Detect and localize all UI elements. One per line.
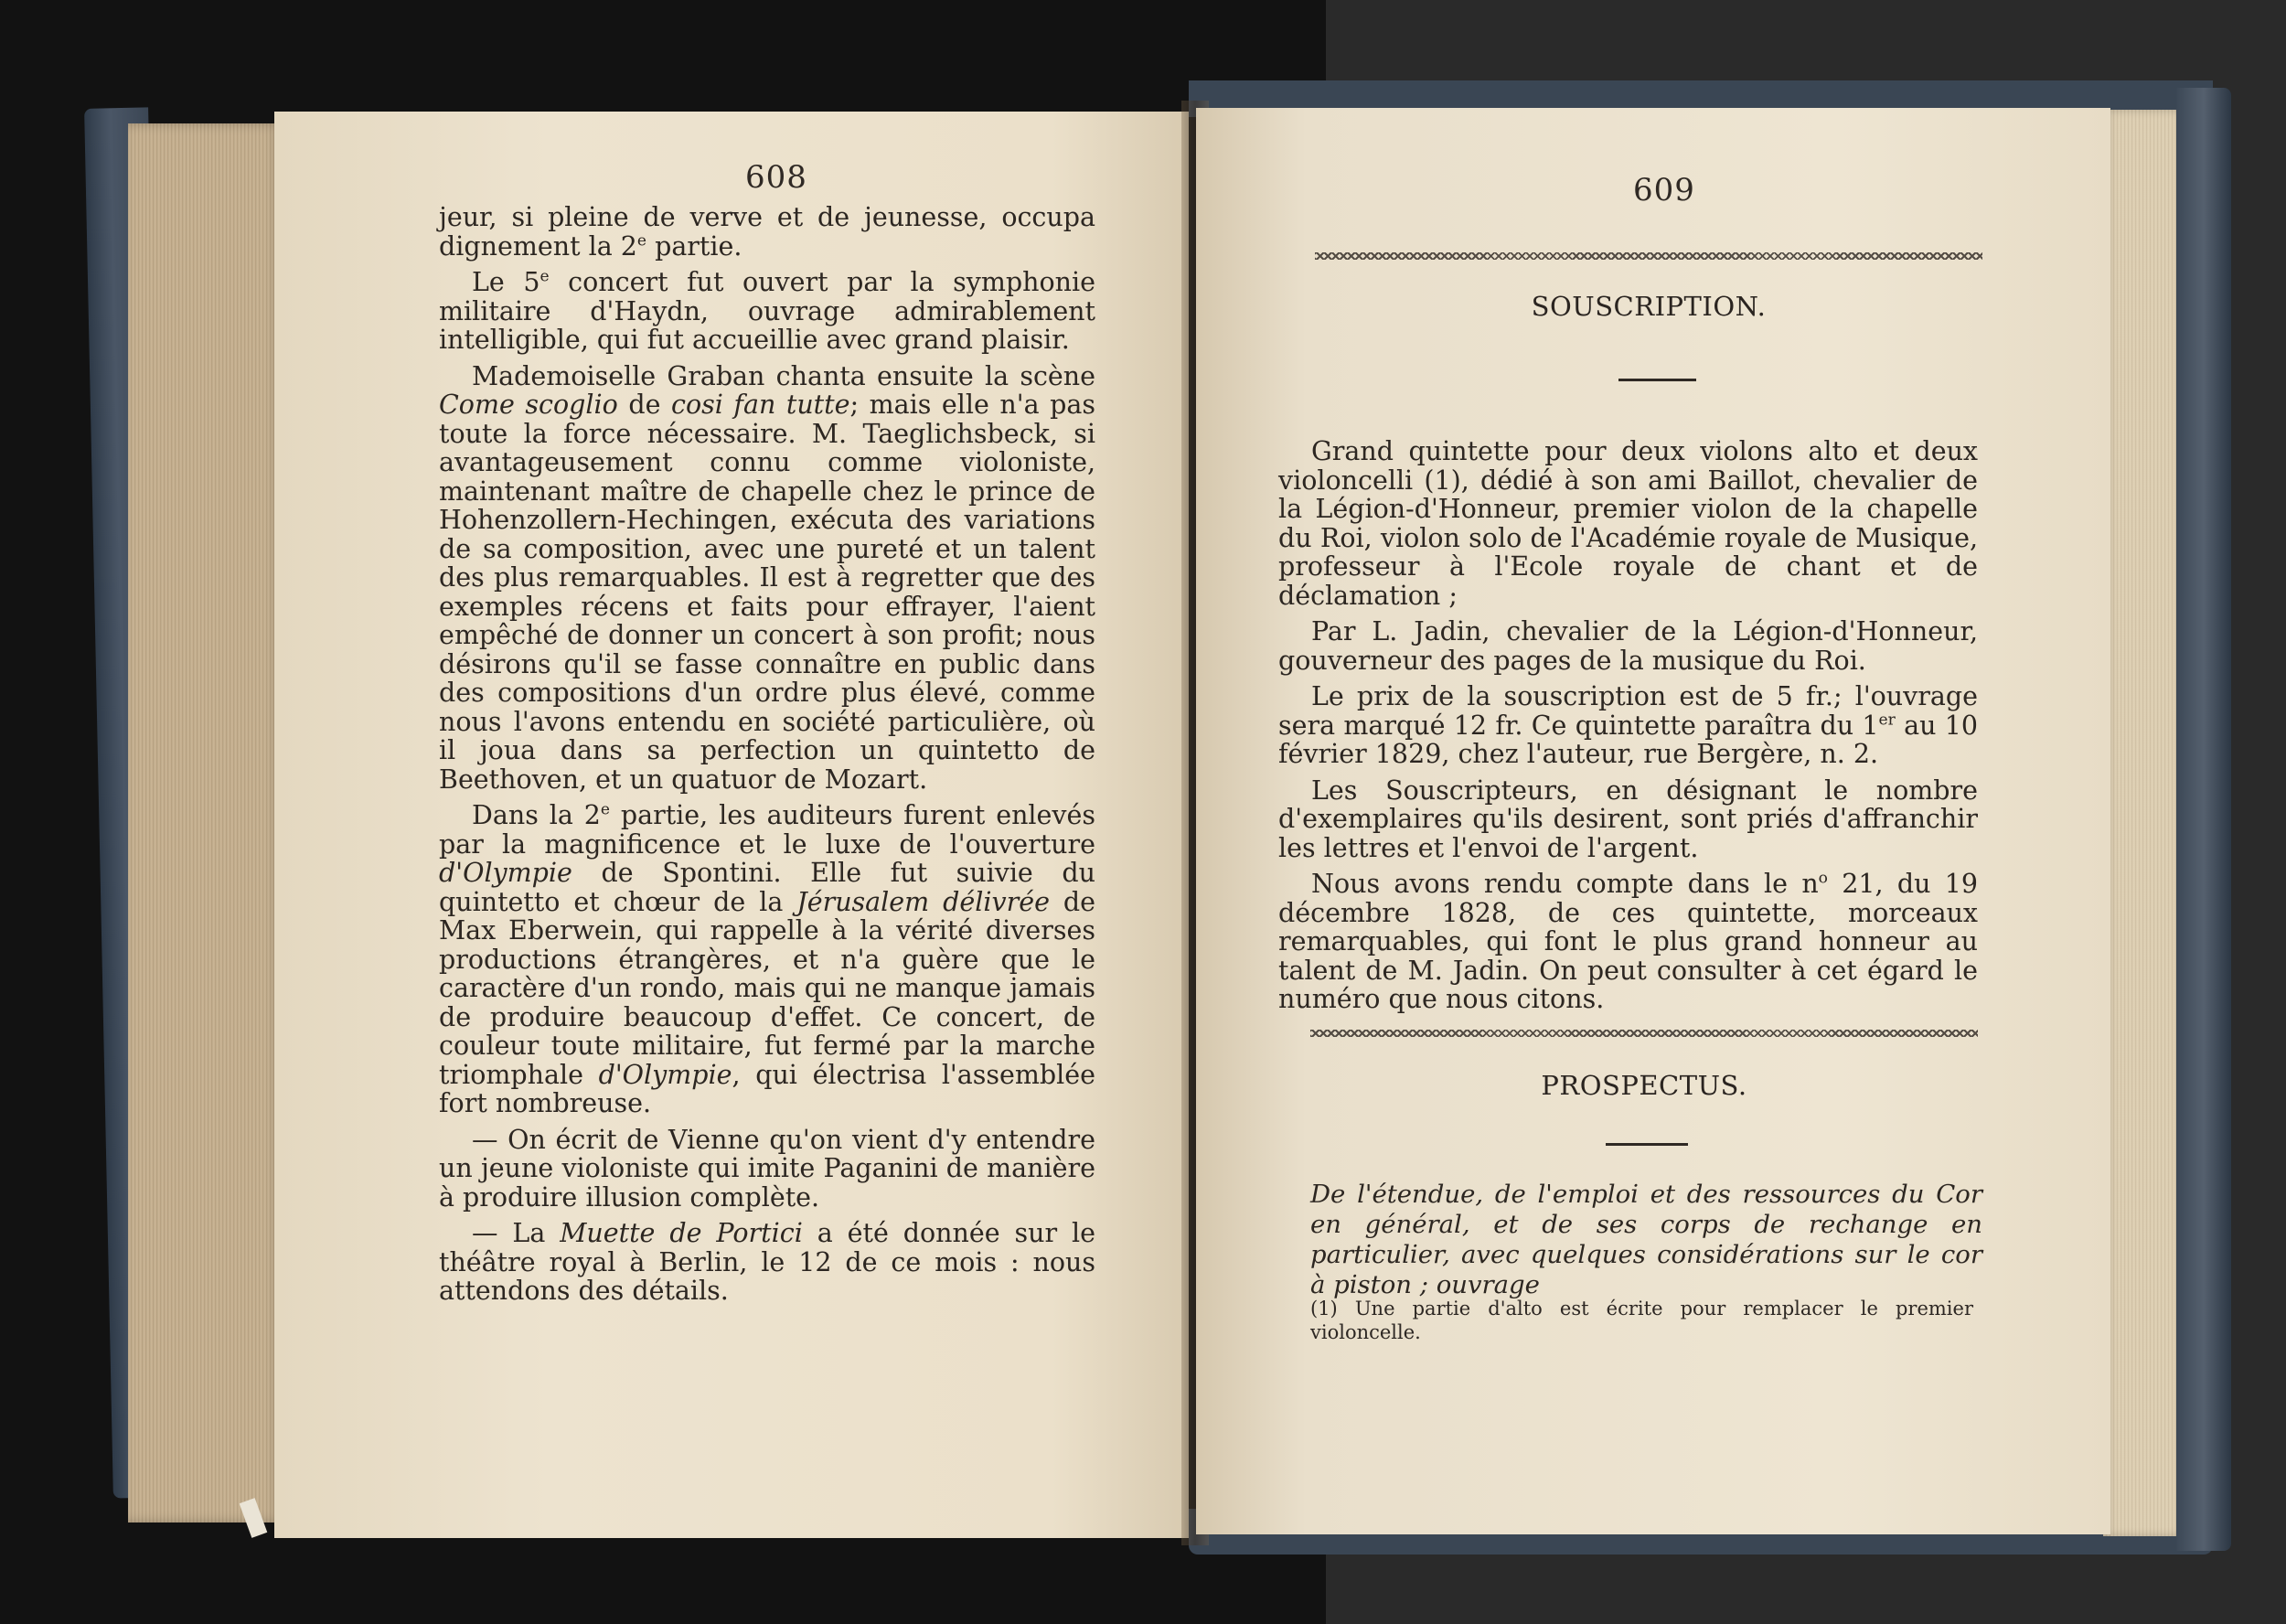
page-number-right: 609	[1633, 172, 1695, 208]
short-rule-souscription	[1618, 379, 1696, 381]
paragraph: — La Muette de Portici a été donnée sur le théâtre royal à Berlin, le 12 de ce mois : nous attendons des détails.	[439, 1218, 1095, 1306]
paragraph: — On écrit de Vienne qu'on vient d'y entendre un jeune violoniste qui imite Paganini de manière à produire illusion complète.	[439, 1124, 1095, 1213]
left-page	[274, 112, 1189, 1538]
paragraph: Le 5e concert fut ouvert par la symphonie militaire d'Haydn, ouvrage admirablement intelligible, qui fut accueillie avec grand plaisir.	[439, 267, 1096, 355]
heading-prospectus: PROSPECTUS.	[1541, 1070, 1747, 1101]
paragraph: Mademoiselle Graban chanta ensuite la scène Come scoglio de cosi fan tutte; mais elle n'a pas toute la force nécessaire. M. Taeglichsbeck, si avantageusement connu comme violoniste, maintenant maître de chapelle chez le prince de Hohenzollern-Hechingen, exécuta des variations de sa composition, avec une pureté et un talent des plus remarquables. Il est à regretter que des exemples récens et faits pour effrayer, l'aient empêché de donner un concert à son profit; nous désirons qu'il se fasse connaître en public dans des compositions d'un ordre plus élevé, comme nous l'avons entendu en société particulière, où il joua dans sa perfection un quintetto de Beethoven, et un quatuor de Mozart.	[439, 360, 1096, 795]
page-block-edge-right	[2103, 110, 2176, 1536]
book-cover-right	[2176, 88, 2231, 1551]
heading-souscription: SOUSCRIPTION.	[1531, 291, 1767, 322]
ornamental-rule-middle	[1310, 1030, 1978, 1037]
paragraph: Nous avons rendu compte dans le $n^o$ 21, du 19 décembre 1828, de ces quintette, morceaux remarquables, qui font le plus grand honneur au talent de M. Jadin. On peut consulter à cet égard le numéro que nous citons.	[1278, 869, 1978, 1014]
right-page	[1196, 108, 2110, 1534]
prospectus-title-text: De l'étendue, de l'emploi et des ressources du Cor en général, et de ses corps de rechange en particulier, avec quelques considérations sur le cor à piston ; ouvrage	[1310, 1180, 1982, 1299]
page-block-edge-left	[128, 123, 282, 1522]
paragraph: Le prix de la souscription est de 5 fr.; l'ouvrage sera marqué 12 fr. Ce quintette paraîtra du 1er au 10 février 1829, chez l'auteur, rue Bergère, n. 2.	[1278, 681, 1979, 769]
paragraph: Dans la 2e partie, les auditeurs furent enlevés par la magnificence et le luxe de l'ouverture d'Olympie de Spontini. Elle fut suivie du quintetto et chœur de la Jérusalem délivrée de Max Eberwein, qui rappelle à la vérité diverses productions étrangères, et n'a guère que le caractère d'un rondo, mais qui ne manque jamais de produire beaucoup d'effet. Ce concert, de couleur toute militaire, fut fermé par la marche triomphale d'Olympie, qui électrisa l'assemblée fort nombreuse.	[439, 800, 1096, 1118]
ornamental-rule-top	[1315, 252, 1982, 260]
short-rule-prospectus	[1606, 1143, 1688, 1146]
paragraph: Les Souscripteurs, en désignant le nombre d'exemplaires qu'ils desirent, sont priés d'affranchir les lettres et l'envoi de l'argent.	[1278, 775, 1978, 863]
footnote: (1) Une partie d'alto est écrite pour remplacer le premier violoncelle.	[1310, 1298, 1973, 1343]
paragraph: jeur, si pleine de verve et de jeunesse, occupa dignement la 2e partie.	[439, 202, 1095, 262]
paragraph: Grand quintette pour deux violons alto et deux violoncelli (1), dédié à son ami Baillot, chevalier de la Légion-d'Honneur, premier violon de la chapelle du Roi, violon solo de l'Académie royale de Musique, professeur à l'Ecole royale de chant et de déclamation ;	[1278, 436, 1978, 611]
paragraph: Par L. Jadin, chevalier de la Légion-d'Honneur, gouverneur des pages de la musique du Roi.	[1278, 616, 1978, 676]
page-number-left: 608	[745, 159, 807, 196]
right-page-text	[1278, 437, 1978, 1021]
left-page-text	[439, 203, 1095, 1313]
